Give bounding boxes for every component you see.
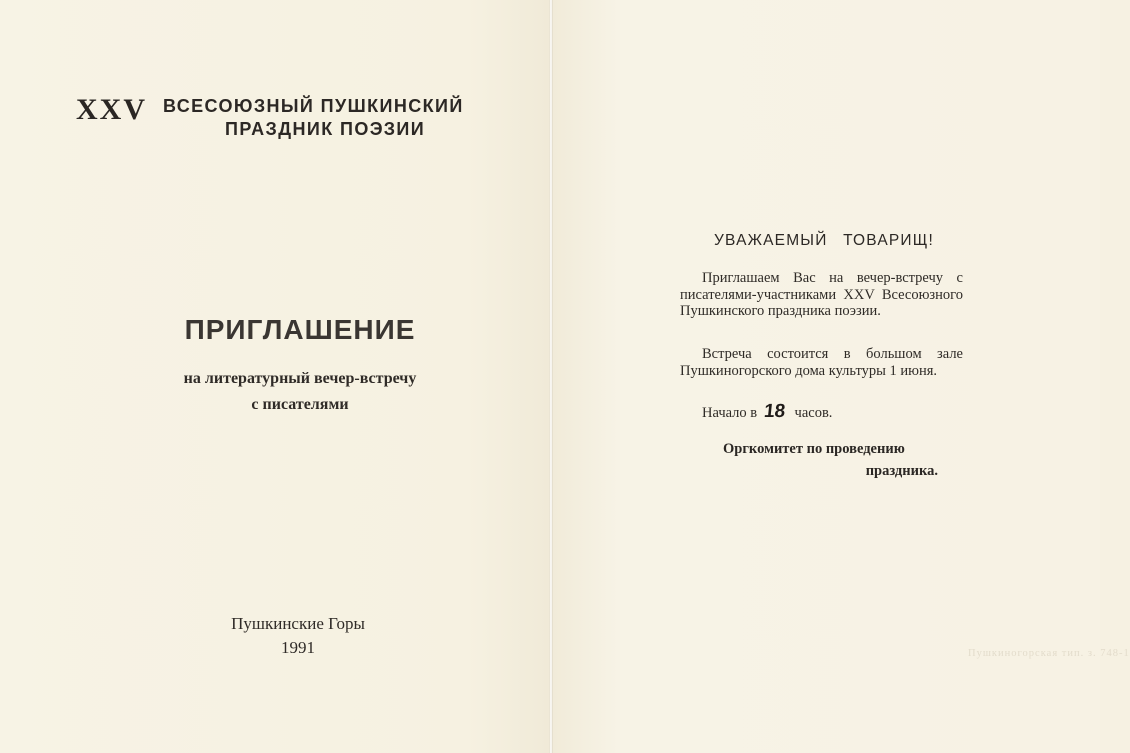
organizing-committee-signature xyxy=(723,438,938,482)
place-name: Пушкинские Горы xyxy=(231,614,365,633)
festival-number: XXV xyxy=(76,93,147,126)
festival-name xyxy=(163,95,483,141)
start-time-prefix: Начало в xyxy=(702,405,758,421)
festival-name-line2: ПРАЗДНИК ПОЭЗИИ xyxy=(225,119,426,139)
signature-line1: Оргкомитет по проведению xyxy=(723,441,905,457)
year: 1991 xyxy=(281,638,315,657)
invitation-title: ПРИГЛАШЕНИЕ xyxy=(184,314,416,345)
invitation-subtitle xyxy=(140,366,460,418)
start-time-hour: 18 xyxy=(762,401,787,422)
festival-name-line1: ВСЕСОЮЗНЫЙ ПУШКИНСКИЙ xyxy=(163,96,464,116)
invitation-paragraph-text: Приглашаем Вас на вечер-встречу с писателями-участниками XXV Всесоюзного Пушкинского праздника поэзии. xyxy=(680,270,963,319)
invitation-subtitle-line1: на литературный вечер-встречу xyxy=(183,370,417,387)
start-time xyxy=(702,401,832,423)
venue-paragraph-text: Встреча состоится в большом зале Пушкиногорского дома культуры 1 июня. xyxy=(680,346,963,379)
left-page xyxy=(0,0,550,753)
invitation-paragraph xyxy=(680,270,963,320)
greeting: УВАЖАЕМЫЙ ТОВАРИЩ! xyxy=(714,232,934,249)
place-and-year xyxy=(198,612,398,660)
venue-paragraph xyxy=(680,346,963,379)
start-time-suffix: часов. xyxy=(794,405,833,421)
printer-imprint: Пушкиногорская тип. з. 748-1 xyxy=(968,648,1130,659)
invitation-subtitle-line2: с писателями xyxy=(251,396,349,413)
signature-line2: праздника. xyxy=(865,463,938,479)
